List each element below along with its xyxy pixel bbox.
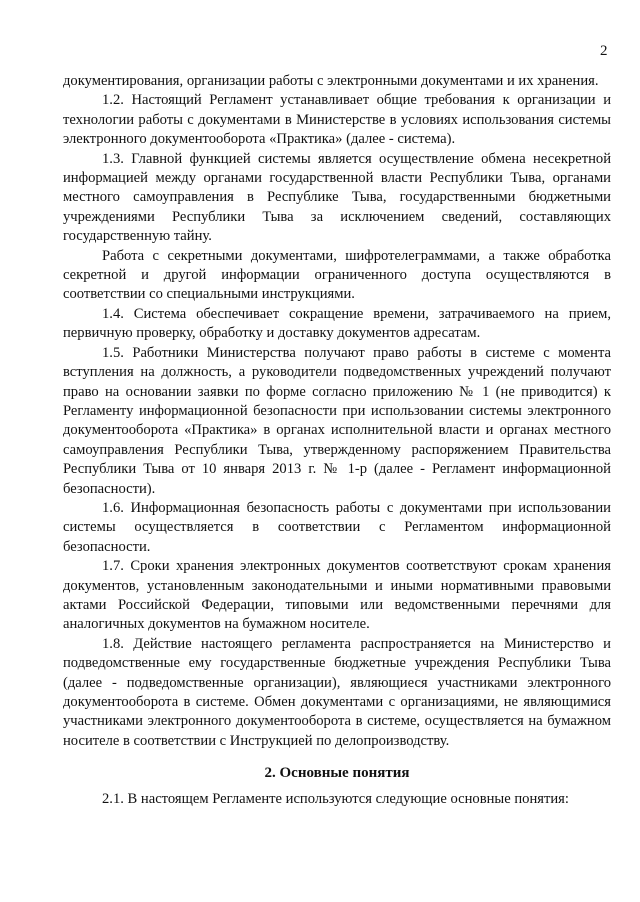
paragraph-1-4: 1.4. Система обеспечивает сокращение времени, затрачиваемого на прием, первичную проверку, обработку и доставку документов адресатам. [63,305,611,342]
paragraph-1-7: 1.7. Сроки хранения электронных документов соответствуют срокам хранения документов, установленным законодательными и иными нормативными правовыми актами Российской Федерации, типовыми или ведомственными перечнями для аналогичных документов на бумажном носителе. [63,558,611,633]
paragraph-1-5: 1.5. Работники Министерства получают право работы в системе с момента вступления на должность, а руководители подведомственных учреждений получают право на основании заявки по форме согласно приложению № 1 (не приводится) к Регламенту информационной безопасности при использовании системы электронного документооборота «Практика» в органах исполнительной власти и органах местного самоуправления Республики Тыва, утвержденному распоряжением Правительства Республики Тыва от 10 января 2013 г. № 1-р (далее - Регламент информационной безопасности). [63,344,611,497]
section-heading: 2. Основные понятия [264,765,410,782]
document-body [63,72,611,810]
paragraph-1-3: 1.3. Главной функцией системы является осуществление обмена несекретной информацией между органами государственной власти Республики Тыва, органами местного самоуправления в Республике Тыва, государственными бюджетными учреждениями Республики Тыва за исключением сведений, составляющих государственную тайну. [63,150,611,245]
paragraph-1-2: 1.2. Настоящий Регламент устанавливает общие требования к организации и технологии работы с документами в Министерстве в условиях использования системы электронного документооборота «Практика» (далее - система). [63,92,611,148]
paragraph-1-6: 1.6. Информационная безопасность работы с документами при использовании системы осуществляется в соответствии с Регламентом информационной безопасности. [63,499,611,555]
paragraph-2-1: 2.1. В настоящем Регламенте используются следующие основные понятия: [102,791,569,808]
paragraph-secret-docs: Работа с секретными документами, шифротелеграммами, а также обработка секретной и другой информации ограниченного доступа осуществляются в соответствии со специальными инструкциями. [63,247,611,303]
paragraph-continuation: документирования, организации работы с электронными документами и их хранения. [63,73,599,89]
paragraph-1-8: 1.8. Действие настоящего регламента распространяется на Министерство и подведомственные ему государственные бюджетные учреждения Республики Тыва (далее - подведомственные организации), являющиеся участниками электронного документооборота в системе. Обмен документами с организациями, не являющимися участниками электронного документооборота в системе, осуществляется на бумажном носителе в соответствии с Инструкцией по делопроизводству. [63,635,611,749]
page-number: 2 [600,43,608,59]
